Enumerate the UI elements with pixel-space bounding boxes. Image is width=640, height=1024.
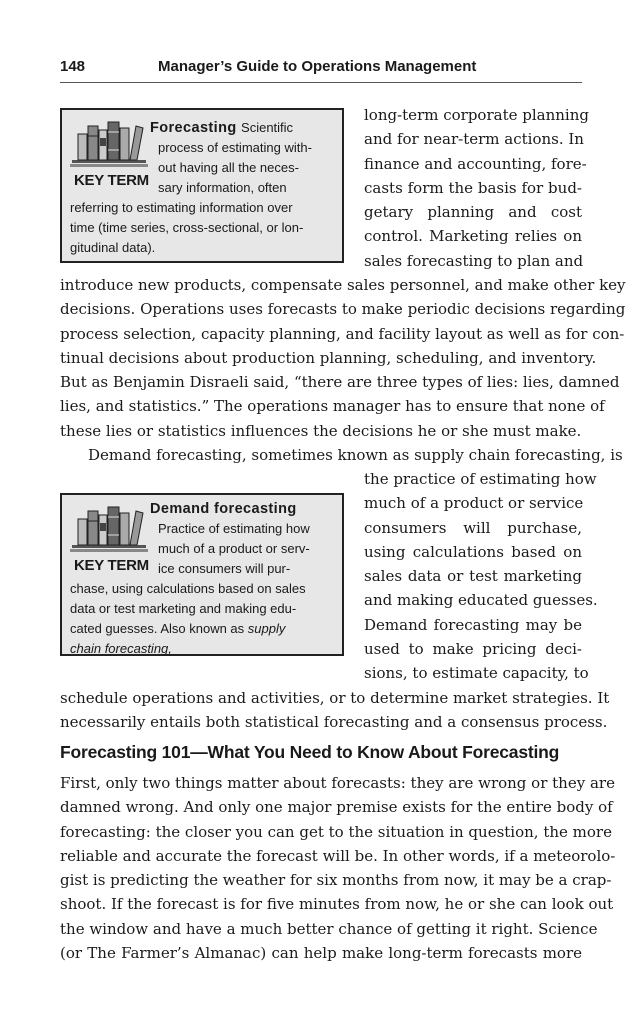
text-line: Demand forecasting may be	[364, 615, 582, 634]
definition-line: chain forecasting,	[70, 641, 172, 656]
text-line: decisions. Operations uses forecasts to make periodic decisions regarding	[60, 300, 626, 319]
definition-line: sary information, often	[158, 180, 287, 195]
definition-line: data or test marketing and making edu-	[70, 601, 297, 616]
text-line: gist is predicting the weather for six months from now, it may be a crap-	[60, 871, 612, 890]
text-line: damned wrong. And only one major premise exists for the entire body of	[60, 798, 613, 817]
definition-line: Practice of estimating how	[158, 521, 310, 536]
text-line: these lies or statistics influences the decisions he or she must make.	[60, 421, 582, 440]
key-term-title: Demand forecasting	[150, 501, 297, 517]
body-paragraph-2-end	[60, 686, 610, 735]
right-column-text-1	[364, 103, 589, 273]
text-line: consumers will purchase,	[364, 518, 582, 537]
definition-line: chase, using calculations based on sales	[70, 581, 306, 596]
text-line: necessarily entails both statistical forecasting and a consensus process.	[60, 713, 608, 732]
key-term-label: KEY TERM	[74, 557, 149, 574]
definition-line: Scientific	[241, 120, 294, 135]
definition-line: cated guesses. Also known as supply	[70, 621, 286, 636]
key-term-title: Forecasting Scientific	[150, 120, 294, 136]
text-line: lies, and statistics.” The operations manager has to ensure that none of	[60, 397, 605, 416]
text-line: used to make pricing deci-	[364, 640, 582, 659]
books-icon	[70, 116, 148, 168]
text-line: using calculations based on	[364, 542, 582, 561]
body-paragraph-2-first-line	[88, 443, 623, 467]
text-line: process selection, capacity planning, and facility layout as well as for con-	[60, 324, 625, 343]
right-column-text-2	[364, 467, 598, 686]
text-line: control. Marketing relies on	[364, 227, 582, 246]
definition-line: ice consumers will pur-	[158, 561, 291, 576]
text-line: (or The Farmer’s Almanac) can help make long-term forecasts more	[60, 944, 582, 963]
body-paragraph-1	[60, 273, 626, 443]
text-line: finance and accounting, fore-	[364, 154, 587, 173]
definition-line: referring to estimating information over	[70, 200, 293, 215]
text-line: casts form the basis for bud-	[364, 178, 582, 197]
definition-line: much of a product or serv-	[158, 541, 310, 556]
text-line: getary planning and cost	[364, 203, 582, 222]
running-header	[60, 56, 582, 83]
key-term-label: KEY TERM	[74, 172, 149, 189]
text-line: schedule operations and activities, or to determine market strategies. It	[60, 689, 610, 707]
text-line: introduce new products, compensate sales personnel, and make other key	[60, 276, 626, 294]
text-line: long-term corporate planning	[364, 106, 589, 124]
text-line: and for near-term actions. In	[364, 130, 584, 149]
key-term-box-demand-forecasting	[60, 493, 344, 656]
text-line: First, only two things matter about forecasts: they are wrong or they are	[60, 774, 615, 792]
definition-line: process of estimating with-	[158, 140, 312, 155]
books-icon	[70, 501, 148, 553]
text-line: tinual decisions about production planning, scheduling, and inventory.	[60, 348, 597, 367]
text-line: sales data or test marketing	[364, 567, 582, 586]
running-title: Manager’s Guide to Operations Management	[158, 58, 477, 75]
text-line: shoot. If the forecast is for five minutes from now, he or she can look out	[60, 895, 614, 914]
text-line: But as Benjamin Disraeli said, “there are three types of lies: lies, damned	[60, 373, 620, 392]
body-paragraph-3	[60, 771, 616, 965]
key-term-box-forecasting	[60, 108, 344, 263]
text-line: the window and have a much better chance of getting it right. Science	[60, 919, 598, 938]
text-line: much of a product or service	[364, 494, 584, 513]
text-line: sions, to estimate capacity, to	[364, 664, 589, 683]
page-number: 148	[60, 58, 86, 75]
section-heading: Forecasting 101—What You Need to Know About Forecasting	[60, 742, 560, 762]
text-line: sales forecasting to plan and	[364, 251, 584, 270]
text-line: and making educated guesses.	[364, 591, 598, 610]
definition-line: time (time series, cross-sectional, or lon-	[70, 220, 304, 235]
definition-line: gitudinal data).	[70, 240, 156, 255]
text-line: Demand forecasting, sometimes known as supply chain forecasting, is	[88, 446, 623, 464]
text-line: the practice of estimating how	[364, 470, 597, 488]
text-line: forecasting: the closer you can get to the situation in question, the more	[60, 822, 612, 841]
definition-line: out having all the neces-	[158, 160, 299, 175]
text-line: reliable and accurate the forecast will be. In other words, if a meteorolo-	[60, 846, 616, 865]
